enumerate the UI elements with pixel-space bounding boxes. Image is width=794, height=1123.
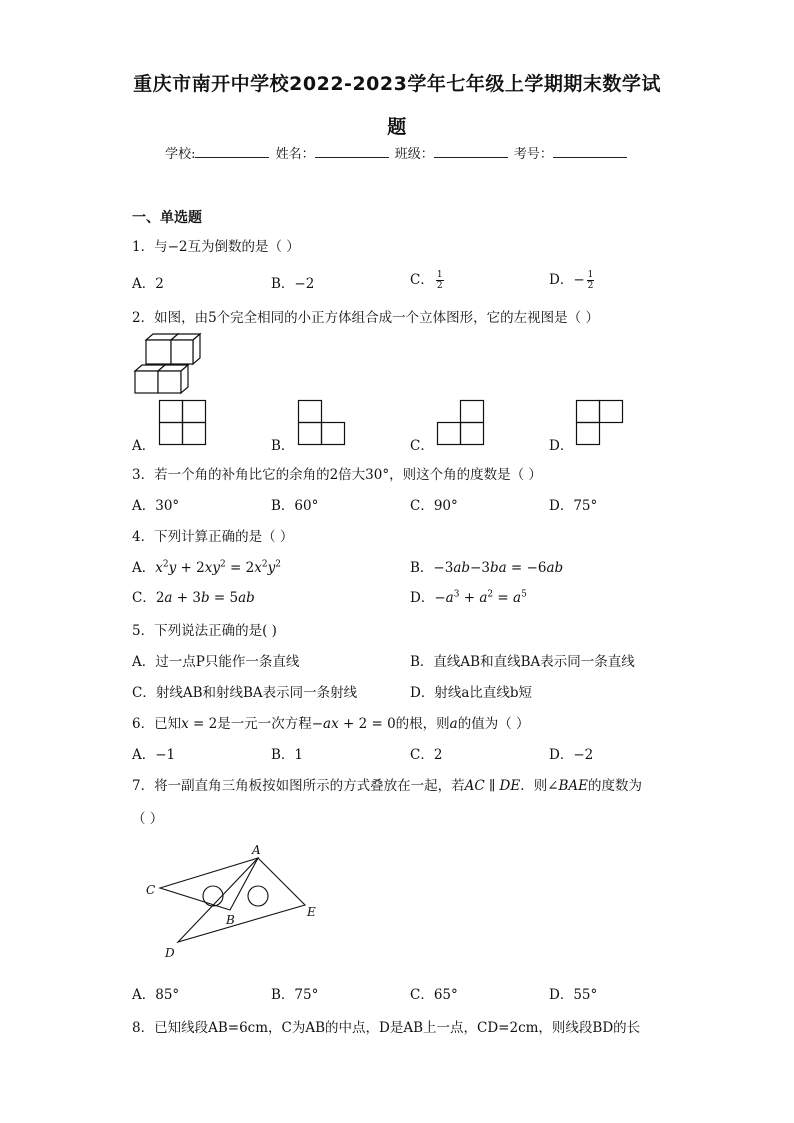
q2-option-b[interactable]: B． (271, 438, 295, 454)
q7-label-a: A (252, 843, 261, 857)
q5-option-c[interactable]: C．射线AB和射线BA表示同一条射线 (132, 685, 358, 701)
q7-label-b: B (226, 913, 235, 927)
q7-stem: 7．将一副直角三角板按如图所示的方式叠放在一起，若AC ∥ DE．则∠BAE的度数为 (132, 778, 643, 794)
q2-stem: 2．如图，由5个完全相同的小正方体组合成一个立体图形，它的左视图是（ ） (132, 310, 599, 326)
q3-option-b[interactable]: B．60° (271, 498, 319, 514)
q2-cube-figure (133, 334, 213, 394)
q5-option-b[interactable]: B．直线AB和直线BA表示同一条直线 (410, 654, 635, 670)
exam-number-label: 考号： (513, 147, 553, 162)
q5-stem: 5．下列说法正确的是( ) (132, 623, 277, 639)
q1-option-c[interactable] (410, 268, 444, 291)
q1-stem: 1．与−2互为倒数的是（ ） (132, 239, 300, 255)
q4-option-c[interactable]: C．2a + 3b = 5ab (132, 590, 255, 606)
class-label: 班级： (394, 147, 434, 162)
school-label: 学校: (165, 147, 196, 162)
q7-label-c: C (146, 883, 156, 897)
q6-option-b[interactable]: B．1 (271, 747, 304, 763)
q6-option-a[interactable]: A．−1 (132, 747, 176, 763)
q7-option-b[interactable]: B．75° (271, 987, 319, 1003)
q7-triangle-figure (140, 840, 340, 965)
q1-option-d-fraction: $\frac{1}{2}$ (587, 270, 594, 291)
q2-option-d[interactable]: D． (549, 438, 574, 454)
q5-option-d[interactable]: D．射线a比直线b短 (410, 685, 533, 701)
q7-stem-bracket: （ ） (132, 811, 164, 827)
q6-option-c[interactable]: C．2 (410, 747, 443, 763)
q8-stem: 8．已知线段AB=6cm，C为AB的中点，D是AB上一点，CD=2cm，则线段BD的长 (132, 1020, 641, 1036)
q2-option-d-figure (576, 400, 624, 446)
q1-option-c-label: C． (410, 272, 434, 288)
student-info-row (0, 143, 794, 162)
exam-number-blank[interactable] (553, 145, 627, 158)
name-label: 姓名： (275, 147, 315, 162)
q4-stem: 4．下列计算正确的是（ ） (132, 529, 294, 545)
q3-option-a[interactable]: A．30° (132, 498, 180, 514)
class-blank[interactable] (434, 145, 508, 158)
q2-option-c[interactable]: C． (410, 438, 434, 454)
q7-option-a[interactable]: A．85° (132, 987, 180, 1003)
q7-label-e: E (307, 905, 316, 919)
name-blank[interactable] (315, 145, 389, 158)
q1-option-c-fraction: $\frac{1}{2}$ (436, 270, 443, 291)
q4-option-d[interactable]: D．$-a^3 + a^2 = a^5$ (410, 589, 527, 606)
q2-option-a[interactable]: A． (132, 438, 156, 454)
q7-option-d[interactable]: D．55° (549, 987, 598, 1003)
q3-option-d[interactable]: D．75° (549, 498, 598, 514)
q4-option-a[interactable]: A．$x^2y + 2xy^2 = 2x^2y^2$ (132, 559, 281, 576)
q6-stem: 6．已知x = 2是一元一次方程−ax + 2 = 0的根，则a的值为（ ） (132, 716, 530, 732)
q2-option-c-figure (437, 400, 485, 446)
exam-title-line2: 题 (387, 116, 407, 138)
exam-title-line1: 重庆市南开中学校2022-2023学年七年级上学期期末数学试 (133, 73, 661, 95)
q4-option-b[interactable]: B．−3ab−3ba = −6ab (410, 560, 564, 576)
q1-option-d-label: D．− (549, 272, 585, 288)
q6-option-d[interactable]: D．−2 (549, 747, 594, 763)
q3-option-c[interactable]: C．90° (410, 498, 458, 514)
q2-option-b-figure (298, 400, 346, 446)
q3-stem: 3．若一个角的补角比它的余角的2倍大30°，则这个角的度数是（ ） (132, 467, 542, 483)
q1-option-d[interactable] (549, 268, 594, 291)
q7-label-d: D (165, 946, 175, 960)
school-blank[interactable] (195, 145, 269, 158)
q7-option-c[interactable]: C．65° (410, 987, 458, 1003)
q5-option-a[interactable]: A．过一点P只能作一条直线 (132, 654, 300, 670)
q1-option-b[interactable]: B．−2 (271, 276, 315, 292)
q2-option-a-figure (159, 400, 207, 446)
q1-option-a[interactable]: A．2 (132, 276, 164, 292)
section-title: 一、单选题 (132, 210, 202, 226)
